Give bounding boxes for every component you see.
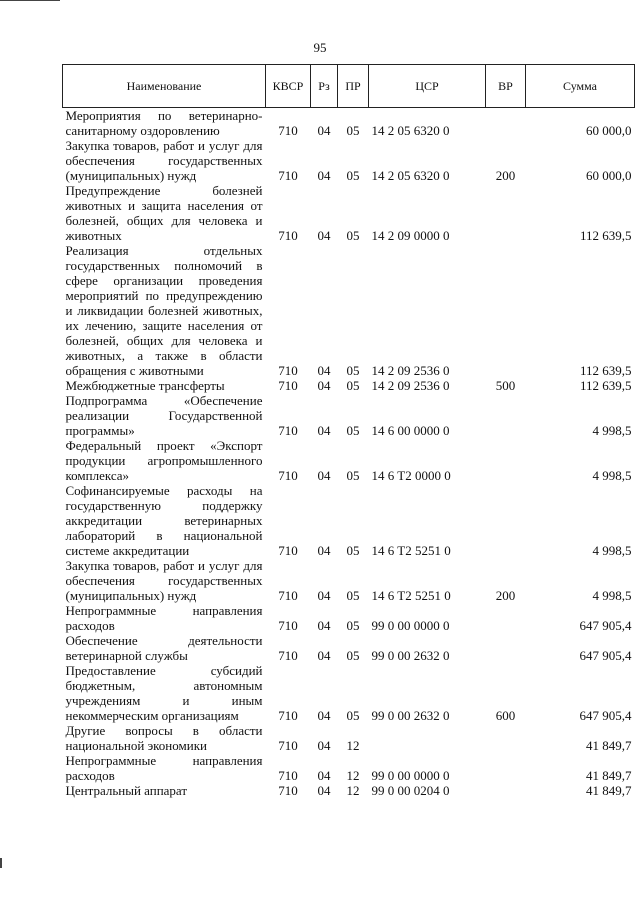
row-pr: 05 [346, 123, 360, 138]
row-name: Непрограммные направления расходов [65, 753, 263, 783]
row-vr [486, 183, 526, 243]
row-sum: 60 000,0 [586, 168, 632, 183]
row-csr: 99 0 00 2632 0 [371, 708, 450, 723]
row-kvsr: 710 [278, 228, 298, 243]
row-pr: 05 [346, 468, 360, 483]
row-pr: 05 [346, 423, 360, 438]
row-csr: 14 2 09 0000 0 [371, 228, 450, 243]
row-csr: 14 2 05 6320 0 [371, 168, 450, 183]
table-row [63, 183, 635, 243]
row-name: Софинансируемые расходы на государственную поддержку аккредитации ветеринарных лабораторий в национальной системе аккредитации [65, 483, 263, 558]
row-sum: 647 905,4 [579, 708, 632, 723]
row-csr: 14 2 09 2536 0 [371, 378, 450, 393]
header-csr: ЦСР [369, 65, 486, 108]
row-csr: 14 6 T2 0000 0 [371, 468, 451, 483]
row-rz: 04 [317, 423, 331, 438]
row-pr: 05 [346, 708, 360, 723]
row-rz: 04 [317, 768, 331, 783]
row-sum: 4 998,5 [592, 543, 632, 558]
row-rz: 04 [317, 738, 331, 753]
row-name: Федеральный проект «Экспорт продукции агропромышленного комплекса» [65, 438, 263, 483]
row-csr: 14 6 T2 5251 0 [371, 543, 451, 558]
row-pr: 12 [346, 738, 360, 753]
row-name: Подпрограмма «Обеспечение реализации Государственной программы» [65, 393, 263, 438]
header-pr: ПР [338, 65, 369, 108]
row-rz: 04 [317, 588, 331, 603]
row-vr [486, 753, 526, 783]
table-row [63, 783, 635, 798]
row-sum: 4 998,5 [592, 588, 632, 603]
row-sum: 41 849,7 [586, 783, 632, 798]
row-vr: 200 [495, 588, 516, 603]
row-kvsr: 710 [278, 168, 298, 183]
row-kvsr: 710 [278, 423, 298, 438]
row-vr [486, 438, 526, 483]
row-vr [486, 393, 526, 438]
row-sum: 4 998,5 [592, 468, 632, 483]
row-kvsr: 710 [278, 588, 298, 603]
row-rz: 04 [317, 543, 331, 558]
row-rz: 04 [317, 783, 331, 798]
row-rz: 04 [317, 168, 331, 183]
table-row [63, 558, 635, 603]
row-csr: 99 0 00 0000 0 [371, 618, 450, 633]
row-vr [486, 483, 526, 558]
row-rz: 04 [317, 708, 331, 723]
row-vr: 200 [495, 168, 516, 183]
row-sum: 112 639,5 [579, 363, 632, 378]
row-name: Центральный аппарат [65, 783, 188, 798]
table-row [63, 753, 635, 783]
header-name: Наименование [63, 65, 266, 108]
table-row [63, 393, 635, 438]
row-pr: 05 [346, 378, 360, 393]
row-pr: 12 [346, 768, 360, 783]
row-vr: 500 [495, 378, 516, 393]
row-kvsr: 710 [278, 708, 298, 723]
row-name: Межбюджетные трансферты [65, 378, 225, 393]
row-sum: 112 639,5 [579, 378, 632, 393]
row-vr [486, 108, 526, 139]
row-name: Реализация отдельных государственных полномочий в сфере организации проведения мероприятий по предупреждению и ликвидации болезней животных, их лечению, защите населения от болезней, общих для человека и животных, а также в области обращения с животными [65, 243, 263, 378]
row-csr: 99 0 00 0000 0 [371, 768, 450, 783]
table-row [63, 723, 635, 753]
row-sum: 112 639,5 [579, 228, 632, 243]
row-kvsr: 710 [278, 618, 298, 633]
row-vr [486, 723, 526, 753]
row-name: Предоставление субсидий бюджетным, автономным учреждениям и иным некоммерческим организациям [65, 663, 263, 723]
row-pr: 05 [346, 168, 360, 183]
row-kvsr: 710 [278, 648, 298, 663]
row-vr [486, 603, 526, 633]
row-sum: 41 849,7 [586, 768, 632, 783]
row-pr: 12 [346, 783, 360, 798]
table-row [63, 603, 635, 633]
row-pr: 05 [346, 363, 360, 378]
row-rz: 04 [317, 648, 331, 663]
budget-table [62, 64, 635, 798]
header-sum: Сумма [526, 65, 635, 108]
row-sum: 647 905,4 [579, 618, 632, 633]
row-kvsr: 710 [278, 378, 298, 393]
row-vr [486, 243, 526, 378]
row-rz: 04 [317, 618, 331, 633]
row-kvsr: 710 [278, 363, 298, 378]
row-rz: 04 [317, 468, 331, 483]
row-vr: 600 [495, 708, 516, 723]
row-vr [486, 633, 526, 663]
table-row [63, 108, 635, 139]
row-csr: 14 2 05 6320 0 [371, 123, 450, 138]
header-vr: ВР [486, 65, 526, 108]
row-rz: 04 [317, 363, 331, 378]
table-row [63, 483, 635, 558]
row-name: Обеспечение деятельности ветеринарной службы [65, 633, 263, 663]
row-csr: 99 0 00 2632 0 [371, 648, 450, 663]
row-kvsr: 710 [278, 468, 298, 483]
row-name: Мероприятия по ветеринарно-санитарному оздоровлению [65, 108, 263, 138]
row-sum: 41 849,7 [586, 738, 632, 753]
row-rz: 04 [317, 378, 331, 393]
row-csr: 14 6 T2 5251 0 [371, 588, 451, 603]
row-rz: 04 [317, 123, 331, 138]
row-name: Другие вопросы в области национальной экономики [65, 723, 263, 753]
header-kvsr: КВСР [266, 65, 311, 108]
row-csr: 14 2 09 2536 0 [371, 363, 450, 378]
row-kvsr: 710 [278, 738, 298, 753]
row-pr: 05 [346, 648, 360, 663]
row-rz: 04 [317, 228, 331, 243]
row-sum: 60 000,0 [586, 123, 632, 138]
row-name: Непрограммные направления расходов [65, 603, 263, 633]
table-row [63, 243, 635, 378]
row-csr: 14 6 00 0000 0 [371, 423, 450, 438]
table-row [63, 633, 635, 663]
header-rz: Рз [311, 65, 338, 108]
row-name: Закупка товаров, работ и услуг для обеспечения государственных (муниципальных) нужд [65, 558, 263, 603]
table-row [63, 663, 635, 723]
row-kvsr: 710 [278, 768, 298, 783]
row-pr: 05 [346, 228, 360, 243]
table-row [63, 438, 635, 483]
row-pr: 05 [346, 618, 360, 633]
page-number: 95 [313, 40, 327, 55]
scan-edge-mark-bottom [0, 858, 2, 868]
scan-edge-mark [0, 0, 60, 5]
row-pr: 05 [346, 543, 360, 558]
table-row [63, 138, 635, 183]
row-kvsr: 710 [278, 543, 298, 558]
row-csr [369, 723, 486, 753]
table-row [63, 378, 635, 393]
table-header-row [63, 65, 635, 108]
row-kvsr: 710 [278, 123, 298, 138]
row-csr: 99 0 00 0204 0 [371, 783, 450, 798]
row-kvsr: 710 [278, 783, 298, 798]
row-sum: 647 905,4 [579, 648, 632, 663]
row-vr [486, 783, 526, 798]
row-name: Предупреждение болезней животных и защита населения от болезней, общих для человека и животных [65, 183, 263, 243]
row-name: Закупка товаров, работ и услуг для обеспечения государственных (муниципальных) нужд [65, 138, 263, 183]
row-pr: 05 [346, 588, 360, 603]
row-sum: 4 998,5 [592, 423, 632, 438]
